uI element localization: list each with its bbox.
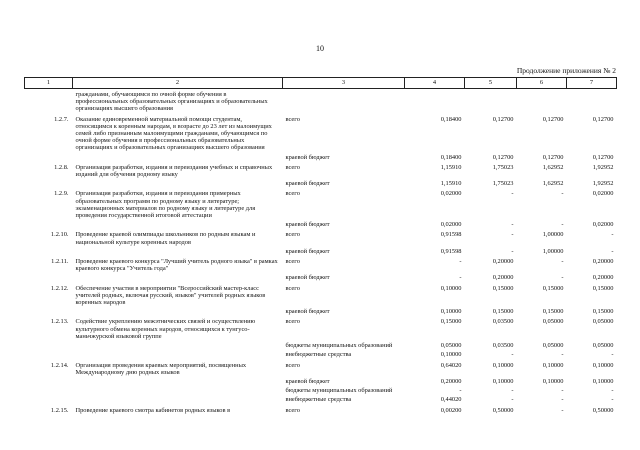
row-code: 1.2.14. xyxy=(50,361,69,369)
table-row xyxy=(25,178,617,187)
row-value-col7: 0,02000 xyxy=(592,221,614,229)
row-value-col4: 1,15910 xyxy=(440,163,462,171)
row-title xyxy=(73,152,283,161)
row-funding-source: краевой бюджет xyxy=(285,274,330,282)
row-value-col4: 0,10000 xyxy=(440,284,462,292)
row-value-col7: - xyxy=(611,396,614,404)
row-value-col4: - xyxy=(459,274,462,282)
table-row xyxy=(25,228,617,245)
table-row xyxy=(25,246,617,255)
row-value-col4: 0,91598 xyxy=(440,247,462,255)
row-funding-source: краевой бюджет xyxy=(285,308,330,316)
row-code xyxy=(25,349,73,358)
row-title: Организация разработки, издания и переиздания учебных и справочных изданий для обучения родному языку xyxy=(75,163,273,179)
row-value-col5: - xyxy=(511,247,514,255)
row-funding-source: всего xyxy=(285,406,300,414)
page-number: 10 xyxy=(316,44,324,53)
continuation-label: Продолжение приложения № 2 xyxy=(516,66,616,75)
header-col-7: 7 xyxy=(567,78,617,89)
header-col-5: 5 xyxy=(465,78,517,89)
row-title: Обеспечение участия в мероприятии "Всероссийский мастер-класс учителей родных, включая русский, языков" учителей родных языков коренных народов xyxy=(75,284,266,307)
row-code: 1.2.7. xyxy=(54,115,69,123)
row-title xyxy=(73,178,283,187)
row-value-col6: 0,10000 xyxy=(542,377,564,385)
row-value-col6: - xyxy=(561,258,564,266)
row-value-col7: 0,20000 xyxy=(592,274,614,282)
row-value-col6: - xyxy=(561,396,564,404)
row-value-col4: 0,91598 xyxy=(440,231,462,239)
row-value-col5: 0,10000 xyxy=(492,361,514,369)
row-value-col7: 0,20000 xyxy=(592,258,614,266)
row-code xyxy=(25,340,73,349)
row-value-col5: 0,15000 xyxy=(492,284,514,292)
table-row xyxy=(25,394,617,403)
row-funding-source xyxy=(283,89,405,113)
header-col-1: 1 xyxy=(25,78,73,89)
table-row xyxy=(25,340,617,349)
row-title xyxy=(73,376,283,385)
row-value-col7 xyxy=(567,89,617,113)
row-value-col6: - xyxy=(561,274,564,282)
row-code xyxy=(25,306,73,315)
row-value-col6: - xyxy=(561,221,564,229)
row-code xyxy=(25,376,73,385)
row-value-col4: - xyxy=(459,258,462,266)
row-value-col4 xyxy=(405,89,465,113)
table-row xyxy=(25,349,617,358)
header-col-4: 4 xyxy=(405,78,465,89)
row-code xyxy=(25,272,73,281)
row-value-col4: 0,05000 xyxy=(440,342,462,350)
row-value-col5: - xyxy=(511,221,514,229)
row-funding-source: всего xyxy=(285,284,300,292)
row-value-col4: 0,18400 xyxy=(440,115,462,123)
row-value-col6: 0,05000 xyxy=(542,342,564,350)
row-value-col7: - xyxy=(611,231,614,239)
row-value-col7: 0,02000 xyxy=(592,190,614,198)
row-value-col5: 0,12700 xyxy=(492,115,514,123)
row-value-col7: 0,15000 xyxy=(592,308,614,316)
row-funding-source: всего xyxy=(285,190,300,198)
table-row xyxy=(25,385,617,394)
row-title xyxy=(73,385,283,394)
row-funding-source: краевой бюджет xyxy=(285,180,330,188)
row-value-col5: 0,03500 xyxy=(492,318,514,326)
row-value-col4: 0,20000 xyxy=(440,377,462,385)
row-funding-source: всего xyxy=(285,361,300,369)
row-value-col6: 0,12700 xyxy=(542,153,564,161)
row-title: Проведение краевого конкурса "Лучший учитель родного языка" в рамках краевого конкурса "Учитель года" xyxy=(75,258,278,273)
table-row xyxy=(25,113,617,152)
table-row xyxy=(25,272,617,281)
row-funding-source: краевой бюджет xyxy=(285,247,330,255)
row-code xyxy=(25,152,73,161)
row-funding-source: всего xyxy=(285,258,300,266)
row-title: гражданами, обучающимся по очной форме обучения в профессиональных образовательных организациях и образовательных организациях высшего образования xyxy=(75,91,268,113)
row-title: Проведение краевого смотра кабинетов родных языков в xyxy=(75,406,231,414)
row-value-col6: - xyxy=(561,406,564,414)
table-body xyxy=(25,89,617,414)
row-value-col4: 0,64020 xyxy=(440,361,462,369)
row-code: 1.2.11. xyxy=(51,258,69,266)
row-value-col7: 0,10000 xyxy=(592,361,614,369)
row-value-col6: 1,00000 xyxy=(542,231,564,239)
row-value-col6: - xyxy=(561,351,564,359)
row-value-col4: 0,18400 xyxy=(440,153,462,161)
row-funding-source: всего xyxy=(285,115,300,123)
row-value-col5 xyxy=(465,89,517,113)
row-code xyxy=(25,246,73,255)
row-value-col4: 0,10000 xyxy=(440,308,462,316)
row-code xyxy=(25,219,73,228)
row-funding-source: бюджеты муниципальных образований xyxy=(285,342,393,350)
row-code: 1.2.15. xyxy=(50,406,69,414)
row-value-col7: 0,05000 xyxy=(592,342,614,350)
row-title xyxy=(73,219,283,228)
row-value-col7: 0,12700 xyxy=(592,153,614,161)
row-title: Содействие укреплению межэтнических связей и осуществлению культурного обмена коренных народов, относящихся к тунгусо-маньчжурской языковой группе xyxy=(75,318,256,340)
row-value-col6: 0,12700 xyxy=(542,115,564,123)
row-funding-source: бюджеты муниципальных образований xyxy=(285,387,393,395)
row-funding-source: краевой бюджет xyxy=(285,153,330,161)
row-funding-source: всего xyxy=(285,163,300,171)
row-funding-source: всего xyxy=(285,318,300,326)
header-col-2: 2 xyxy=(73,78,283,89)
row-code: 1.2.10. xyxy=(50,231,69,239)
row-code xyxy=(25,89,73,113)
budget-table xyxy=(24,77,617,414)
row-value-col4: 0,44020 xyxy=(440,396,462,404)
table-row xyxy=(25,315,617,340)
row-value-col6: 0,10000 xyxy=(542,361,564,369)
row-value-col7: 0,15000 xyxy=(592,284,614,292)
row-title xyxy=(73,272,283,281)
row-value-col7: - xyxy=(611,387,614,395)
row-value-col6: - xyxy=(561,387,564,395)
row-value-col5: - xyxy=(511,396,514,404)
row-title: Организация разработки, издания и переиздания примерных образовательных программ по родному языку и литературе; экзаменационных материалов по родному языку и литературе для проведения государственной итоговой аттестации xyxy=(75,190,256,220)
row-value-col7: 0,50000 xyxy=(592,406,614,414)
table-row xyxy=(25,282,617,307)
row-value-col7: 0,10000 xyxy=(592,377,614,385)
row-code: 1.2.13. xyxy=(50,318,69,326)
row-code xyxy=(25,394,73,403)
table-row xyxy=(25,359,617,376)
row-value-col7: - xyxy=(611,247,614,255)
row-title: Организация проведения краевых мероприятий, посвященных Международному дню родных языков xyxy=(75,361,247,376)
table-row xyxy=(25,161,617,178)
row-title: Оказание единовременной материальной помощи студентам, относящимся к коренным народам, в возрасте до 23 лет из малоимущих семей либо признанным малоимущими гражданами, обучающимся по очной форме обучения в профессиональных образовательных организациях и образовательных организациях высшего образования xyxy=(75,115,272,152)
table-row xyxy=(25,306,617,315)
row-value-col4: 0,10000 xyxy=(440,351,462,359)
row-value-col5: 0,20000 xyxy=(492,274,514,282)
header-col-3: 3 xyxy=(283,78,405,89)
table-row xyxy=(25,376,617,385)
row-title xyxy=(73,340,283,349)
row-value-col6: - xyxy=(561,190,564,198)
header-row xyxy=(25,78,617,89)
row-value-col5: - xyxy=(511,190,514,198)
row-value-col6: 0,15000 xyxy=(542,284,564,292)
row-value-col7: 0,12700 xyxy=(592,115,614,123)
row-code xyxy=(25,385,73,394)
row-code xyxy=(25,178,73,187)
row-value-col4: 0,02000 xyxy=(440,221,462,229)
row-funding-source: краевой бюджет xyxy=(285,377,330,385)
row-value-col5: 1,75023 xyxy=(492,163,514,171)
table-row xyxy=(25,219,617,228)
table-row xyxy=(25,89,617,113)
row-value-col5: 0,10000 xyxy=(492,377,514,385)
row-value-col6: 1,00000 xyxy=(542,247,564,255)
row-value-col4: - xyxy=(459,387,462,395)
row-title xyxy=(73,394,283,403)
row-value-col4: 0,02000 xyxy=(440,190,462,198)
row-value-col5: 0,50000 xyxy=(492,406,514,414)
row-value-col5: 1,75023 xyxy=(492,180,514,188)
row-title xyxy=(73,306,283,315)
header-col-6: 6 xyxy=(517,78,567,89)
row-value-col6: 1,62952 xyxy=(542,163,564,171)
row-title xyxy=(73,246,283,255)
row-title: Проведение краевой олимпиады школьников по родным языкам и национальной культуре коренных народов xyxy=(75,231,256,246)
row-value-col7: - xyxy=(611,351,614,359)
table-row xyxy=(25,255,617,272)
row-value-col5: 0,20000 xyxy=(492,258,514,266)
row-value-col5: - xyxy=(511,231,514,239)
row-funding-source: внебюджетные средства xyxy=(285,396,352,404)
row-value-col5: 0,12700 xyxy=(492,153,514,161)
row-value-col7: 1,92952 xyxy=(592,163,614,171)
row-funding-source: всего xyxy=(285,231,300,239)
row-value-col4: 1,15910 xyxy=(440,180,462,188)
row-value-col4: 0,00200 xyxy=(440,406,462,414)
row-value-col5: - xyxy=(511,387,514,395)
row-value-col5: 0,03500 xyxy=(492,342,514,350)
table-row xyxy=(25,404,617,414)
row-title xyxy=(73,349,283,358)
row-value-col6: 0,05000 xyxy=(542,318,564,326)
row-code: 1.2.12. xyxy=(50,284,69,292)
row-value-col7: 1,92952 xyxy=(592,180,614,188)
table-row xyxy=(25,187,617,219)
row-code: 1.2.9. xyxy=(54,190,69,198)
row-value-col4: 0,15000 xyxy=(440,318,462,326)
table-header xyxy=(25,78,617,89)
row-value-col6: 1,62952 xyxy=(542,180,564,188)
row-funding-source: краевой бюджет xyxy=(285,221,330,229)
row-value-col6: 0,15000 xyxy=(542,308,564,316)
table-row xyxy=(25,152,617,161)
row-value-col5: 0,15000 xyxy=(492,308,514,316)
row-value-col7: 0,05000 xyxy=(592,318,614,326)
row-code: 1.2.8. xyxy=(54,163,69,171)
row-value-col6 xyxy=(517,89,567,113)
row-value-col5: - xyxy=(511,351,514,359)
row-funding-source: внебюджетные средства xyxy=(285,351,352,359)
